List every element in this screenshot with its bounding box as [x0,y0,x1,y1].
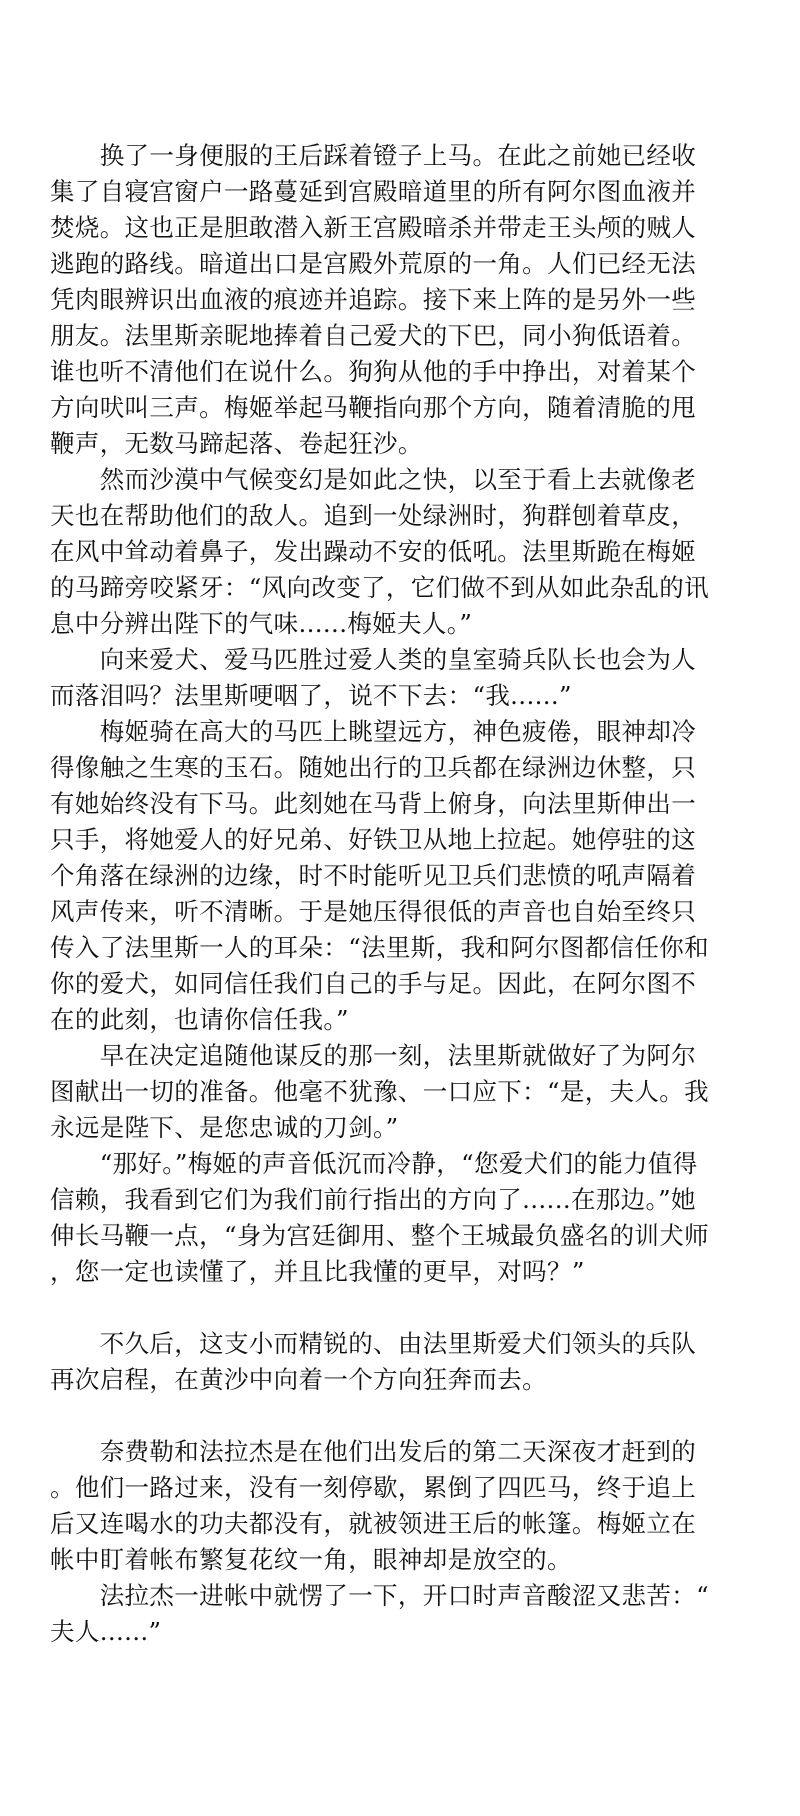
text-line: 凭肉眼辨识出血液的痕迹并追踪。接下来上阵的是另外一些 [50,285,697,314]
text-line: 伸长马鞭一点，“身为宫廷御用、整个王城最负盛名的训犬师 [50,1221,709,1250]
text-line: 个角落在绿洲的边缘，时不时能听见卫兵们悲愤的吼声隔着 [50,861,697,890]
text-line: 有她始终没有下马。此刻她在马背上俯身，向法里斯伸出一 [50,789,697,818]
text-line: 奈费勒和法拉杰是在他们出发后的第二天深夜才赶到的 [50,1437,697,1466]
text-line: 息中分辨出陛下的气味......梅姬夫人。” [50,609,473,638]
text-line: 永远是陛下、是您忠诚的刀剑。” [50,1113,399,1142]
text-line: ，您一定也读懂了，并且比我懂的更早，对吗？” [50,1257,585,1286]
text-line: 图献出一切的准备。他毫不犹豫、一口应下：“是，夫人。我 [50,1077,709,1106]
text-line: 只手，将她爱人的好兄弟、好铁卫从地上拉起。她停驻的这 [50,825,697,854]
text-line: 后又连喝水的功夫都没有，就被领进王后的帐篷。梅姬立在 [50,1509,697,1538]
text-line: 焚烧。这也正是胆敢潜入新王宫殿暗杀并带走王头颅的贼人 [50,213,697,242]
text-line: 鞭声，无数马蹄起落、卷起狂沙。 [50,429,423,458]
text-line: 而落泪吗？法里斯哽咽了，说不下去：“我......” [50,681,572,710]
text-line: 梅姬骑在高大的马匹上眺望远方，神色疲倦，眼神却冷 [50,717,697,746]
text-line: 方向吠叫三声。梅姬举起马鞭指向那个方向，随着清脆的甩 [50,393,697,422]
text-line: 信赖，我看到它们为我们前行指出的方向了......在那边。”她 [50,1185,696,1214]
text-line: 逃跑的路线。暗道出口是宫殿外荒原的一角。人们已经无法 [50,249,697,278]
text-line: 。他们一路过来，没有一刻停歇，累倒了四匹马，终于追上 [50,1473,697,1502]
text-line: 在风中耸动着鼻子，发出躁动不安的低吼。法里斯跪在梅姬 [50,537,697,566]
text-line: 夫人......” [50,1617,162,1646]
text-line: 然而沙漠中气候变幻是如此之快，以至于看上去就像老 [50,465,697,494]
text-line: 换了一身便服的王后踩着镫子上马。在此之前她已经收 [50,141,697,170]
text-line: 在的此刻，也请你信任我。” [50,1005,349,1034]
text-line: 帐中盯着帐布繁复花纹一角，眼神却是放空的。 [50,1545,572,1574]
text-line: 朋友。法里斯亲昵地捧着自己爱犬的下巴，同小狗低语着。 [50,321,697,350]
text-line: 早在决定追随他谋反的那一刻，法里斯就做好了为阿尔 [50,1041,697,1070]
text-line: 法拉杰一进帐中就愣了一下，开口时声音酸涩又悲苦：“ [50,1581,709,1610]
text-line: 向来爱犬、爱马匹胜过爱人类的皇室骑兵队长也会为人 [50,645,697,674]
text-line: 天也在帮助他们的敌人。追到一处绿洲时，狗群刨着草皮， [50,501,697,530]
text-line: 集了自寝宫窗户一路蔓延到宫殿暗道里的所有阿尔图血液并 [50,177,697,206]
text-line: 谁也听不清他们在说什么。狗狗从他的手中挣出，对着某个 [50,357,697,386]
text-line: 不久后，这支小而精锐的、由法里斯爱犬们领头的兵队 [50,1329,697,1358]
text-line: 传入了法里斯一人的耳朵：“法里斯，我和阿尔图都信任你和 [50,933,709,962]
text-line: 风声传来，听不清晰。于是她压得很低的声音也自始至终只 [50,897,697,926]
text-line: 你的爱犬，如同信任我们自己的手与足。因此，在阿尔图不 [50,969,697,998]
text-line: “那好。”梅姬的声音低沉而冷静，“您爱犬们的能力值得 [50,1149,698,1178]
text-line: 得像触之生寒的玉石。随她出行的卫兵都在绿洲边休整，只 [50,753,697,782]
text-line: 的马蹄旁咬紧牙：“风向改变了，它们做不到从如此杂乱的讯 [50,573,709,602]
text-line: 再次启程，在黄沙中向着一个方向狂奔而去。 [50,1365,547,1394]
